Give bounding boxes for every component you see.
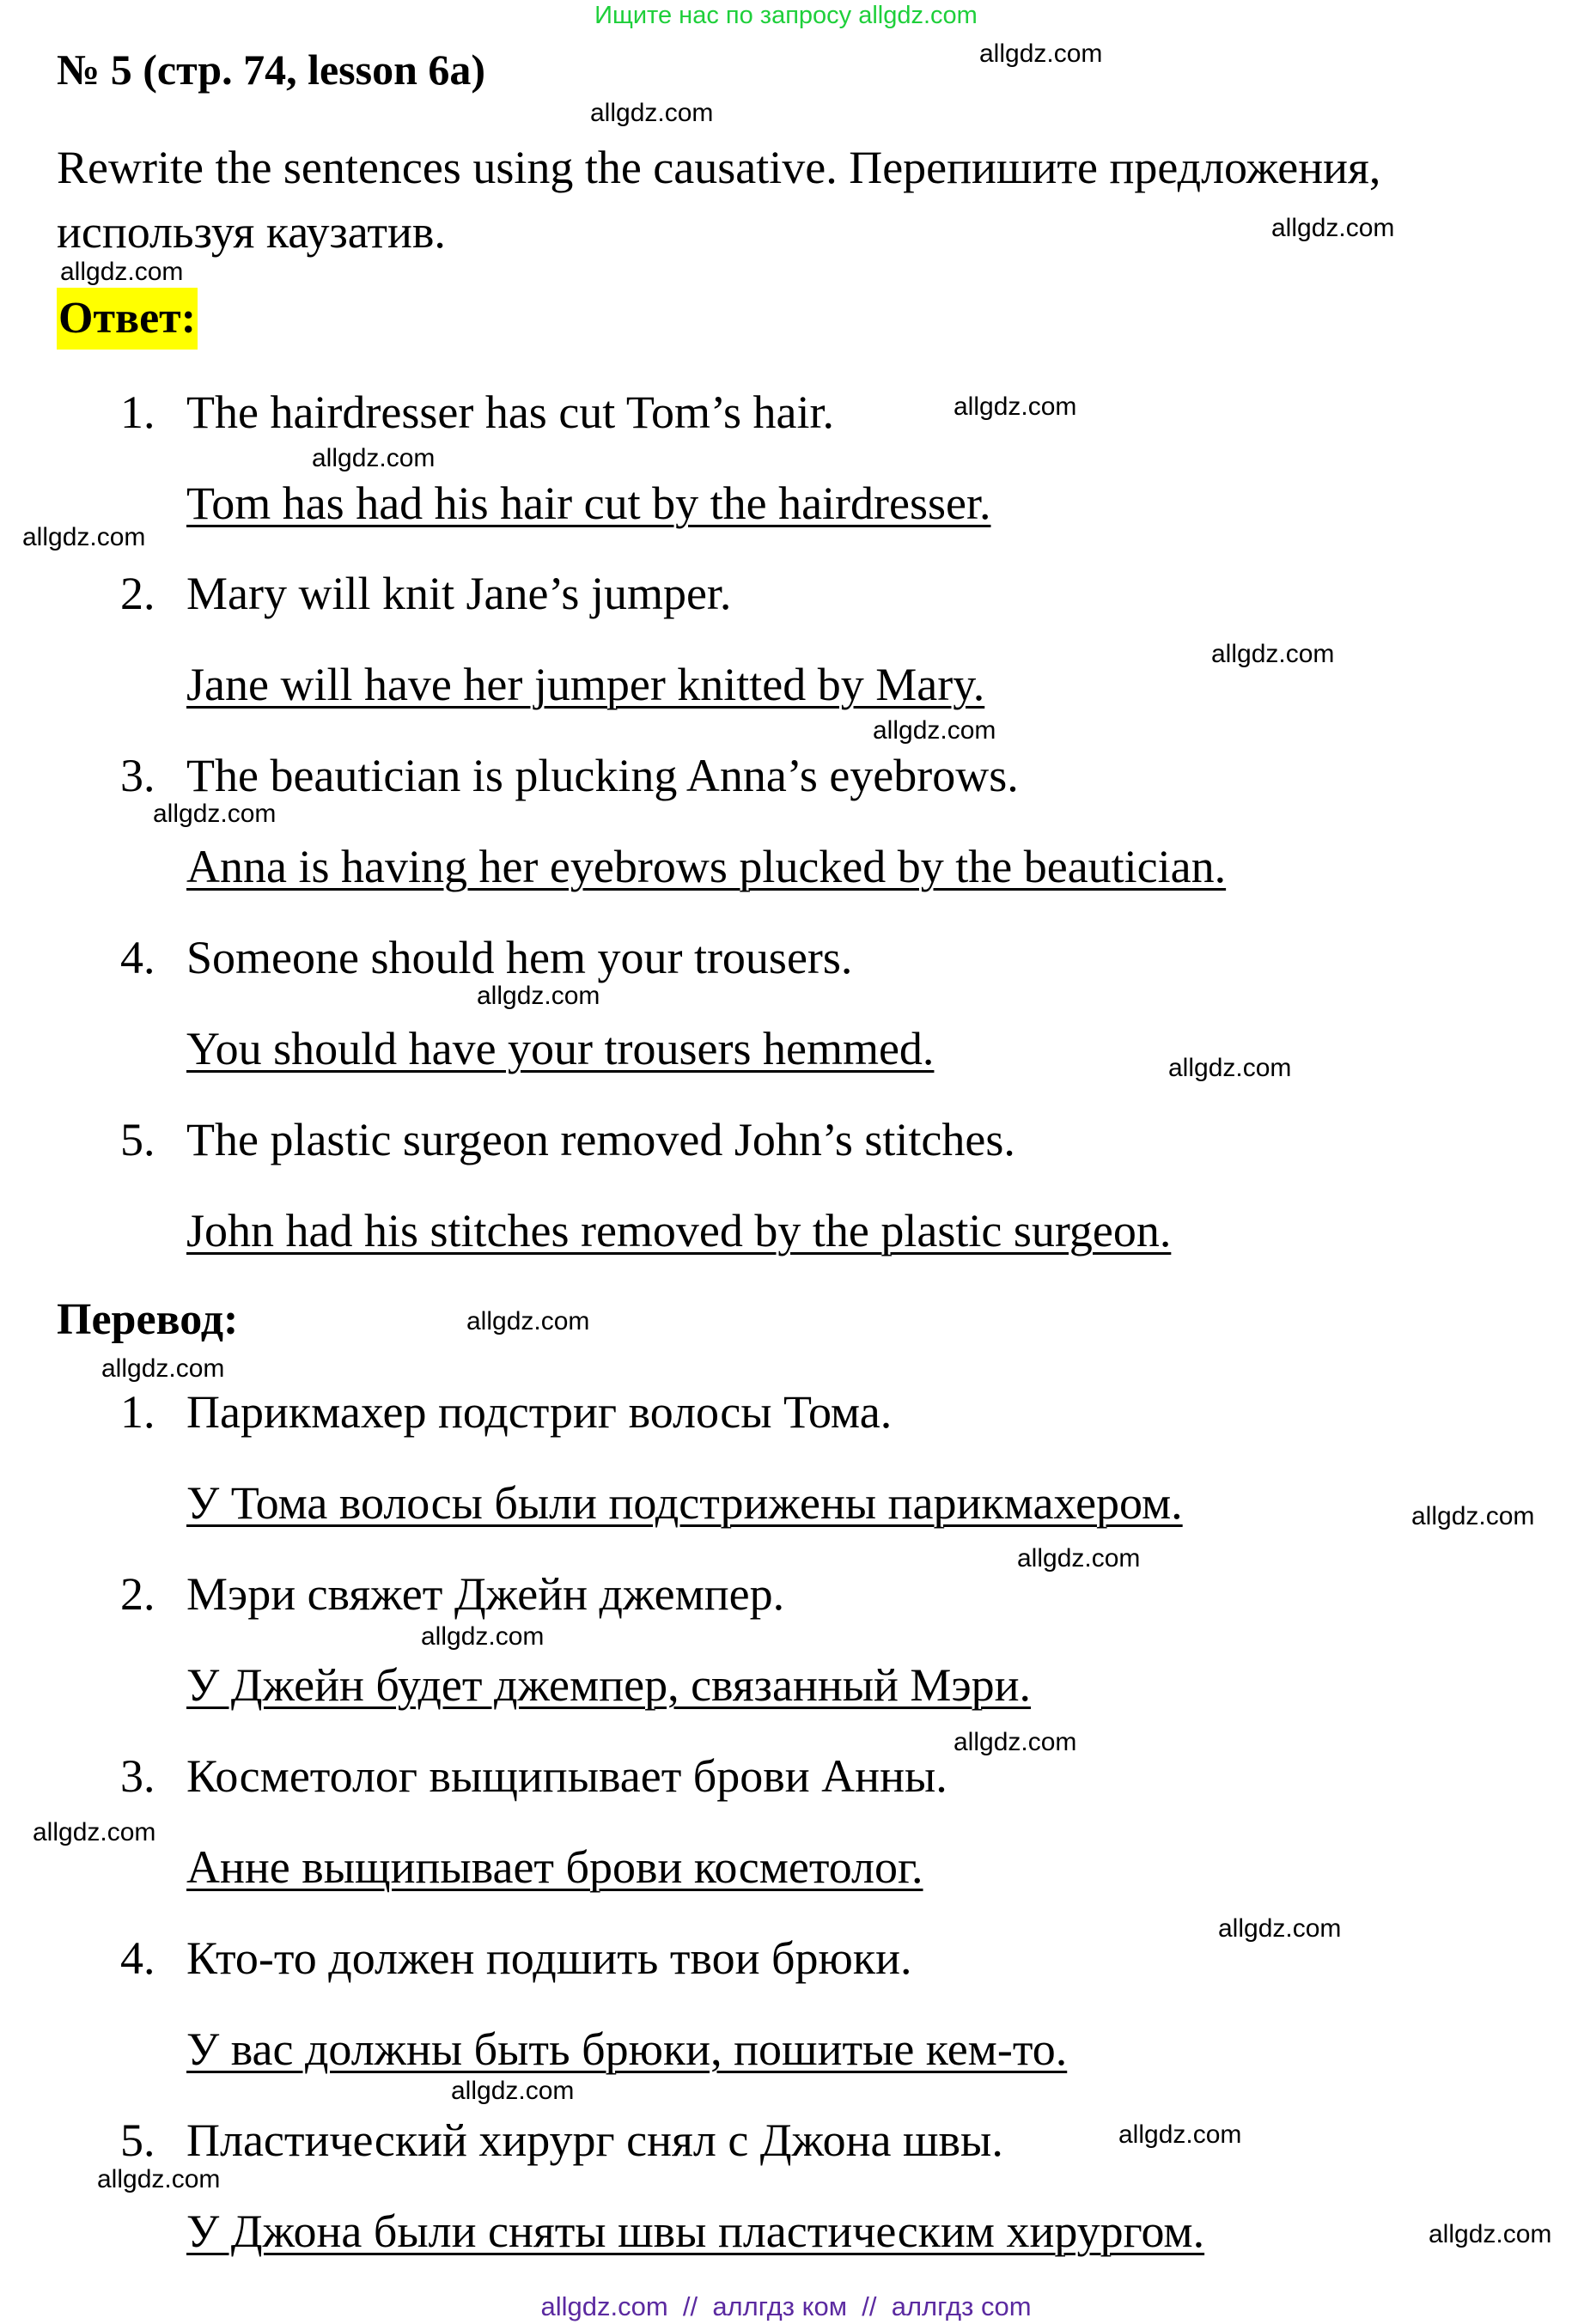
answer-item-5 xyxy=(0,1110,1572,1294)
watermark: allgdz.com xyxy=(1118,2120,1242,2149)
watermark: allgdz.com xyxy=(954,1728,1077,1756)
watermark: allgdz.com xyxy=(477,982,600,1010)
watermark: allgdz.com xyxy=(466,1307,590,1335)
top-search-note: Ищите нас по запросу allgdz.com xyxy=(594,2,978,29)
task-instructions: Rewrite the sentences using the causative. Перепишите предложения, используя каузатив. xyxy=(57,142,1381,258)
watermark: allgdz.com xyxy=(97,2165,221,2193)
original-sentence: Мэри свяжет Джейн джемпер. xyxy=(186,1568,785,1620)
watermark: allgdz.com xyxy=(421,1622,545,1651)
original-sentence: The hairdresser has cut Tom’s hair. xyxy=(186,386,835,438)
watermark: allgdz.com xyxy=(153,800,277,828)
answer-item-3 xyxy=(0,745,1572,930)
original-sentence: Парикмахер подстриг волосы Тома. xyxy=(186,1386,893,1438)
translated-sentence: У Джейн будет джемпер, связанный Мэри. xyxy=(186,1659,1032,1711)
watermark: allgdz.com xyxy=(979,40,1103,68)
answer-item-4 xyxy=(0,928,1572,1112)
translation-item-2 xyxy=(0,1564,1572,1749)
item-number: 3. xyxy=(120,750,155,801)
translation-item-4 xyxy=(0,1928,1572,2113)
item-number: 4. xyxy=(120,932,155,983)
watermark: allgdz.com xyxy=(1211,640,1335,668)
watermark: allgdz.com xyxy=(33,1818,156,1846)
answer-item-1 xyxy=(0,382,1572,567)
watermark: allgdz.com xyxy=(312,444,436,472)
item-number: 2. xyxy=(120,568,155,619)
watermark: allgdz.com xyxy=(1429,2220,1552,2248)
item-number: 1. xyxy=(120,1386,155,1438)
original-sentence: Кто-то должен подшить твои брюки. xyxy=(186,1932,912,1984)
translated-sentence: У Джона были сняты швы пластическим хирургом. xyxy=(186,2205,1205,2257)
translated-sentence: У вас должны быть брюки, пошитые кем-то. xyxy=(186,2023,1068,2075)
watermark: allgdz.com xyxy=(590,99,714,127)
watermark: allgdz.com xyxy=(1168,1054,1292,1082)
rewritten-sentence: You should have your trousers hemmed. xyxy=(186,1023,935,1074)
translation-item-1 xyxy=(0,1382,1572,1567)
watermark: allgdz.com xyxy=(451,2077,575,2105)
item-number: 2. xyxy=(120,1568,155,1620)
watermark: allgdz.com xyxy=(1271,214,1395,242)
exercise-title: № 5 (стр. 74, lesson 6a) xyxy=(57,46,486,94)
watermark: allgdz.com xyxy=(1017,1544,1141,1573)
watermark: allgdz.com xyxy=(954,392,1077,421)
footer-note: allgdz.com // аллгдз ком // аллгдз com xyxy=(540,2291,1032,2321)
original-sentence: Mary will knit Jane’s jumper. xyxy=(186,568,732,619)
original-sentence: Косметолог выщипывает брови Анны. xyxy=(186,1750,947,1802)
rewritten-sentence: Tom has had his hair cut by the hairdresser. xyxy=(186,478,991,529)
original-sentence: The plastic surgeon removed John’s stitches. xyxy=(186,1114,1015,1165)
rewritten-sentence: John had his stitches removed by the plastic surgeon. xyxy=(186,1205,1172,1256)
original-sentence: Someone should hem your trousers. xyxy=(186,932,853,983)
rewritten-sentence: Jane will have her jumper knitted by Mary. xyxy=(186,659,985,710)
translated-sentence: У Тома волосы были подстрижены парикмахером. xyxy=(186,1477,1183,1529)
watermark: allgdz.com xyxy=(101,1354,225,1383)
item-number: 4. xyxy=(120,1932,155,1984)
translation-item-3 xyxy=(0,1746,1572,1931)
watermark: allgdz.com xyxy=(1411,1502,1535,1530)
original-sentence: The beautician is plucking Anna’s eyebrows. xyxy=(186,750,1019,801)
watermark: allgdz.com xyxy=(873,716,996,745)
item-number: 1. xyxy=(120,386,155,438)
rewritten-sentence: Anna is having her eyebrows plucked by the beautician. xyxy=(186,841,1227,892)
original-sentence: Пластический хирург снял с Джона швы. xyxy=(186,2114,1003,2166)
watermark: allgdz.com xyxy=(22,523,146,551)
item-number: 5. xyxy=(120,2114,155,2166)
item-number: 3. xyxy=(120,1750,155,1802)
answer-heading: Ответ: xyxy=(57,288,198,350)
translation-heading: Перевод: xyxy=(57,1295,239,1344)
translated-sentence: Анне выщипывает брови косметолог. xyxy=(186,1841,923,1893)
answer-item-2 xyxy=(0,563,1572,748)
watermark: allgdz.com xyxy=(60,258,184,286)
item-number: 5. xyxy=(120,1114,155,1165)
watermark: allgdz.com xyxy=(1218,1914,1342,1943)
translation-item-5 xyxy=(0,2110,1572,2295)
